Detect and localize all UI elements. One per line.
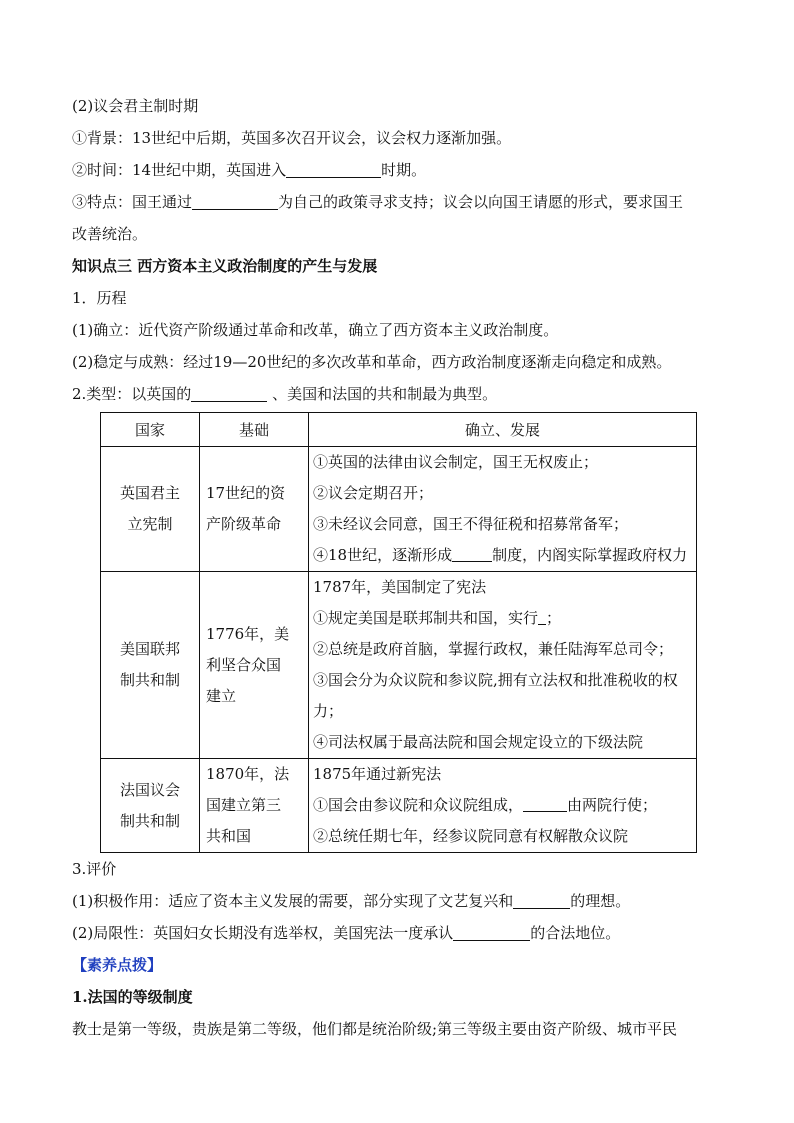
text-line: 1．历程 (72, 289, 127, 307)
column-header: 基础 (200, 413, 309, 447)
basis-cell: 1870年，法 国建立第三 共和国 (200, 759, 309, 853)
fill-blank (453, 922, 530, 941)
country-cell: 法国议会 制共和制 (101, 759, 200, 853)
section-label: 【素养点拨】 (72, 956, 163, 974)
subsection-heading: 1.法国的等级制度 (72, 988, 193, 1006)
fill-blank (513, 890, 570, 909)
text-line: ③特点：国王通过 为自己的政策寻求支持；议会以向国王请愿的形式，要求国王 (72, 193, 684, 211)
fill-blank (452, 545, 492, 562)
basis-cell: 17世纪的资 产阶级革命 (200, 447, 309, 572)
column-header: 确立、发展 (309, 413, 697, 447)
table-header-row (101, 413, 697, 447)
development-cell: 1875年通过新宪法 ①国会由参议院和众议院组成， 由两院行使； ②总统任期七年，经参议院同意有权解散众议院 (309, 759, 697, 853)
text-line: ②时间：14世纪中期，英国进入 时期。 (72, 161, 427, 179)
fill-blank (191, 383, 267, 402)
column-header: 国家 (101, 413, 200, 447)
country-cell: 美国联邦 制共和制 (101, 572, 200, 759)
country-cell: 英国君主 立宪制 (101, 447, 200, 572)
text-line: (2)局限性：英国妇女长期没有选举权，美国宪法一度承认 的合法地位。 (72, 924, 621, 942)
text-line: (2)议会君主制时期 (72, 97, 199, 115)
development-cell: 1787年，美国制定了宪法 ①规定美国是联邦制共和国，实行 ； ②总统是政府首脑，掌握行政权，兼任陆海军总司令； ③国会分为众议院和参议院,拥有立法权和批准税收的权 力； ④司法权属于最高法院和国会规定设立的下级法院 (309, 572, 697, 759)
text-line: (2)稳定与成熟：经过19—20世纪的多次改革和革命，西方政治制度逐渐走向稳定和成熟。 (72, 353, 672, 371)
fill-blank (538, 608, 546, 625)
comparison-table (100, 412, 697, 853)
document-page (72, 90, 732, 1045)
development-cell: ①英国的法律由议会制定，国王无权废止； ②议会定期召开； ③未经议会同意，国王不得征税和招募常备军； ④18世纪，逐渐形成 制度，内阁实际掌握政府权力 (309, 447, 697, 572)
text-line: ①背景：13世纪中后期，英国多次召开议会，议会权力逐渐加强。 (72, 129, 512, 147)
table-row (101, 759, 697, 853)
text-line: (1)确立：近代资产阶级通过革命和改革，确立了西方资本主义政治制度。 (72, 321, 559, 339)
text-line: 教士是第一等级，贵族是第二等级，他们都是统治阶级;第三等级主要由资产阶级、城市平民 (72, 1020, 678, 1038)
text-line: (1)积极作用：适应了资本主义发展的需要，部分实现了文艺复兴和 的理想。 (72, 892, 631, 910)
text-line: 3.评价 (72, 860, 117, 878)
section-heading: 知识点三 西方资本主义政治制度的产生与发展 (72, 257, 378, 275)
table-row (101, 572, 697, 759)
text-line: 2.类型：以英国的 、美国和法国的共和制最为典型。 (72, 385, 498, 403)
fill-blank (192, 191, 278, 210)
text-line: 改善统治。 (72, 225, 148, 243)
fill-blank (523, 795, 567, 812)
basis-cell: 1776年，美 利坚合众国 建立 (200, 572, 309, 759)
fill-blank (286, 159, 381, 178)
table-row (101, 447, 697, 572)
